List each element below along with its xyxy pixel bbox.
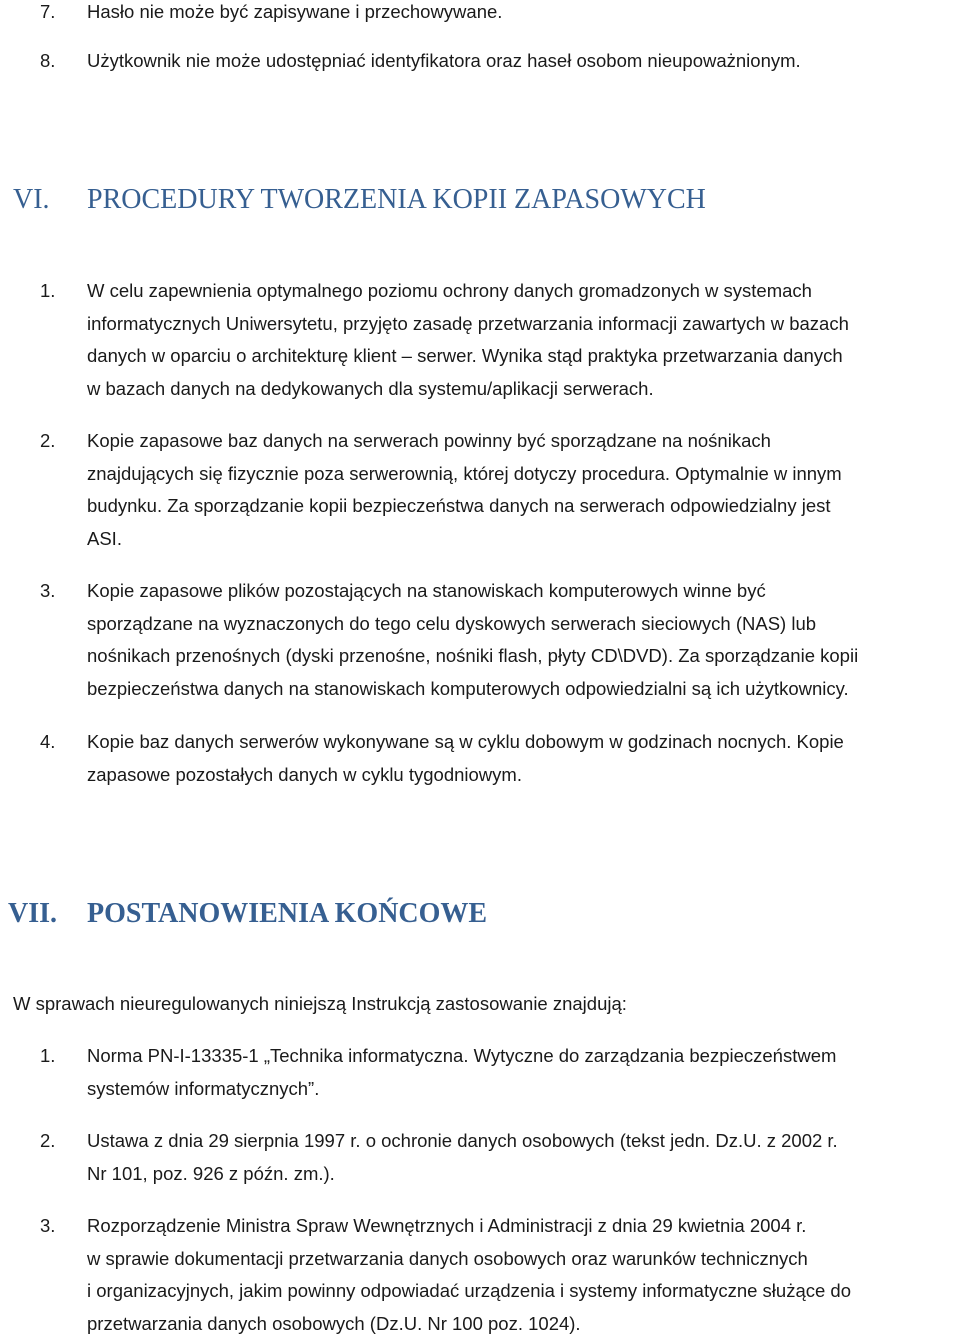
section-intro: W sprawach nieuregulowanych niniejszą Instrukcją zastosowanie znajdują: [13,993,627,1014]
list-item-text: Użytkownik nie może udostępniać identyfikatora oraz haseł osobom nieupoważnionym. [87,50,801,71]
list-item-text: Kopie baz danych serwerów wykonywane są w cyklu dobowym w godzinach nocnych. Kopie zapasowe pozostałych danych w cyklu tygodniowym. [87,731,844,785]
list-item-text: W celu zapewnienia optymalnego poziomu ochrony danych gromadzonych w systemach informatycznych Uniwersytetu, przyjęto zasadę przetwarzania informacji zawartych w bazach danych w oparciu o architekturę klient – serwer. Wynika stąd praktyka przetwarzania danych w bazach danych na dedykowanych dla systemu/aplikacji serwerach. [87,280,849,399]
list-item-text: Hasło nie może być zapisywane i przechowywane. [87,1,503,22]
list-item-number: 1. [40,1045,56,1066]
list-item-text: Kopie zapasowe baz danych na serwerach powinny być sporządzane na nośnikach znajdujących się fizycznie poza serwerownią, której dotyczy procedura. Optymalnie w innym budynku. Za sporządzanie kopii bezpieczeństwa danych na serwerach odpowiedzialny jest ASI. [87,430,842,549]
section-number: VII. [8,898,58,929]
list-item-number: 1. [40,280,56,301]
list-item-text: Kopie zapasowe plików pozostających na stanowiskach komputerowych winne być sporządzane na wyznaczonych do tego celu dyskowych serwerach sieciowych (NAS) lub nośnikach przenośnych (dyski przenośne, nośniki flash, płyty CD\DVD). Za sporządzanie kopii bezpieczeństwa danych na stanowiskach komputerowych odpowiedzialni są ich użytkownicy. [87,580,859,699]
list-item-number: 7. [40,1,56,22]
list-item-number: 3. [40,1215,56,1236]
section-title: PROCEDURY TWORZENIA KOPII ZAPASOWYCH [87,184,706,215]
list-item-text: Norma PN-I-13335-1 „Technika informatyczna. Wytyczne do zarządzania bezpieczeństwem systemów informatycznych”. [87,1045,837,1099]
list-item-number: 8. [40,50,56,71]
list-item-number: 4. [40,731,56,752]
list-item-number: 2. [40,430,56,451]
section-title: POSTANOWIENIA KOŃCOWE [87,898,488,929]
list-item-text: Ustawa z dnia 29 sierpnia 1997 r. o ochronie danych osobowych (tekst jedn. Dz.U. z 2002 r. Nr 101, poz. 926 z późn. zm.). [87,1130,838,1184]
list-item-number: 3. [40,580,56,601]
section-number: VI. [13,184,50,215]
list-item-number: 2. [40,1130,56,1151]
list-item-text: Rozporządzenie Ministra Spraw Wewnętrznych i Administracji z dnia 29 kwietnia 2004 r. w sprawie dokumentacji przetwarzania danych osobowych oraz warunków technicznych i organizacyjnych, jakim powinny odpowiadać urządzenia i systemy informatyczne służące do przetwarzania danych osobowych (Dz.U. Nr 100 poz. 1024). [87,1215,852,1334]
